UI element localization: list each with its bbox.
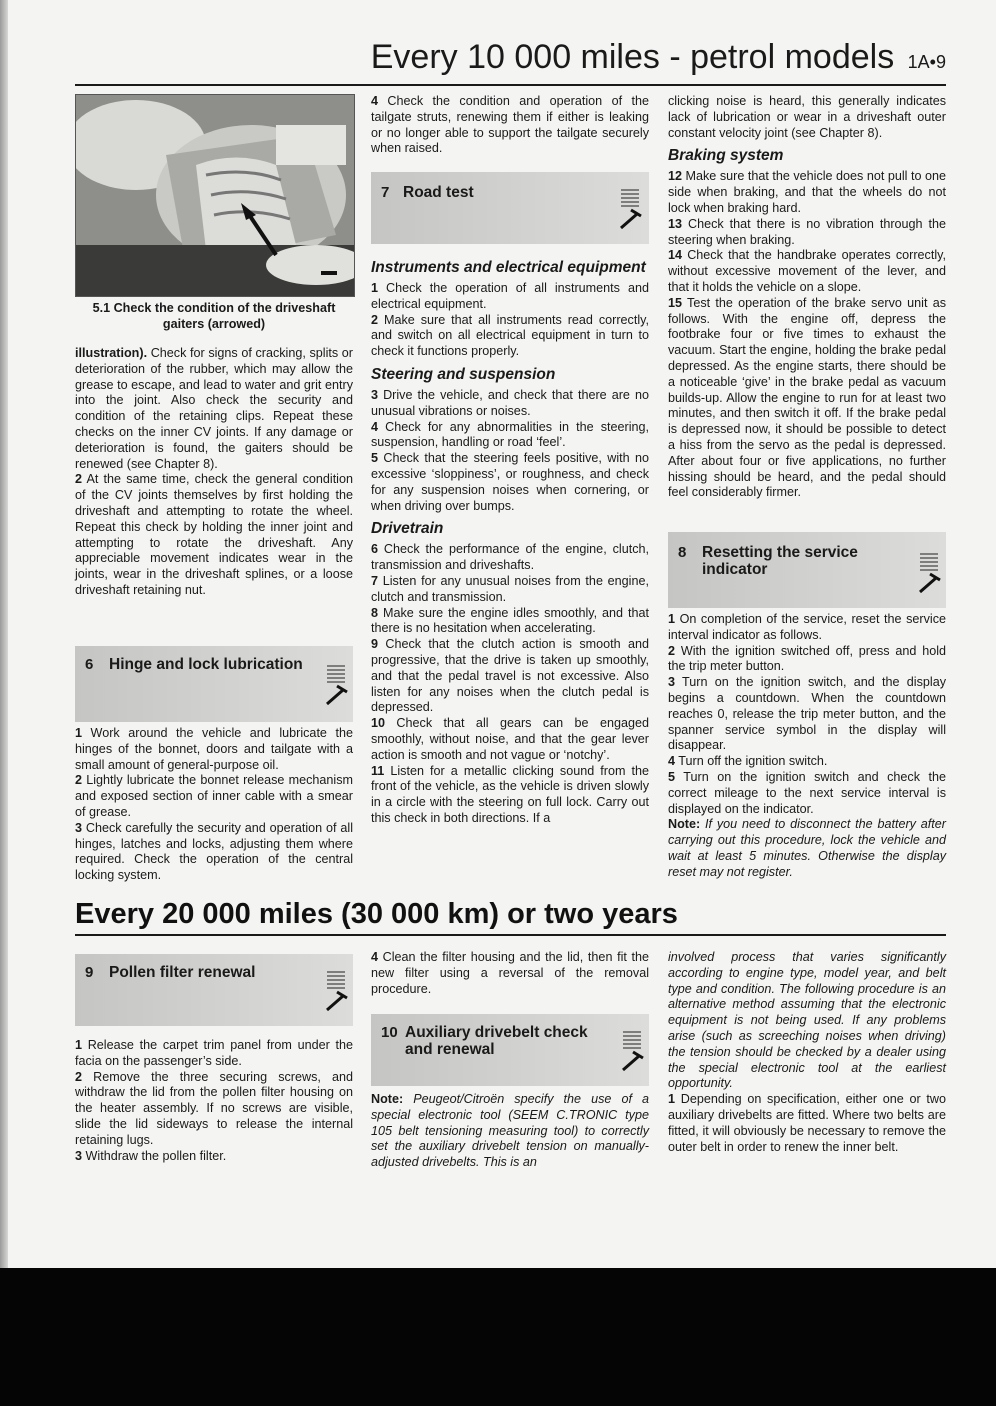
step-number: 1: [371, 281, 379, 295]
step-number: 3: [75, 1148, 83, 1163]
note: [371, 1092, 649, 1171]
step-2: [75, 773, 353, 820]
photo-caption: 5.1 Check the condition of the driveshaft gaiters (arrowed): [92, 301, 336, 331]
step-text: Make sure that the vehicle does not pull to one side when braking, and that the wheels do not lock when braking hard.: [668, 169, 946, 215]
step-number: 4: [371, 950, 379, 964]
step-12: [668, 169, 946, 216]
driveshaft-gaiter-photo: [75, 94, 355, 297]
column-2-main: [371, 260, 649, 827]
step-text: Check for any abnormalities in the steering, suspension, handling or road ‘feel’.: [371, 419, 649, 450]
step-text: Depending on specification, either one or two auxiliary drivebelts are fitted. Where two belts are fitted, it will obviously be necessary to remove the outer belt in order to renew the inner belt.: [668, 1092, 946, 1154]
section-title-20000-miles: Every 20 000 miles (30 000 km) or two years: [75, 898, 678, 930]
step-number: 9: [371, 637, 379, 652]
step-number: 2: [371, 312, 379, 327]
bold-text: illustration).: [75, 346, 148, 360]
column-2-section-9: [371, 950, 649, 997]
step-2: [75, 472, 353, 598]
step-text: Work around the vehicle and lubricate the hinges of the bonnet, doors and tailgate with a small amount of general-purpose oil.: [75, 726, 353, 772]
step-number: 1: [75, 1038, 83, 1052]
step-3: [371, 388, 649, 420]
paragraph: clicking noise is heard, this generally indicates lack of lubrication or wear in a driveshaft outer constant velocity joint (see Chapter 8).: [668, 94, 946, 140]
step-5: [668, 770, 946, 817]
step-11: [371, 764, 649, 827]
header-rule: [75, 84, 946, 86]
note-label: Note:: [668, 817, 701, 832]
step-number: 5: [668, 769, 676, 784]
step-number: 5: [371, 451, 379, 466]
difficulty-spanner-icon: [323, 966, 349, 1012]
step-text: Remove the three securing screws, and withdraw the lid from the pollen filter housing on the heater assembly. If no screws are visible, slide the lid sideways to release the internal retaining lugs.: [75, 1069, 353, 1147]
difficulty-spanner-icon: [916, 548, 942, 594]
column-3-section-10: [668, 950, 946, 1155]
page-binding-edge: [0, 0, 8, 1268]
step-4: [371, 950, 649, 997]
step-4: [371, 420, 649, 452]
column-1-section-6: [75, 726, 353, 884]
step-7: [371, 574, 649, 606]
step-1: [668, 1092, 946, 1155]
step-1: [371, 281, 649, 313]
step-number: 14: [668, 248, 683, 263]
section-title: Road test: [403, 184, 474, 201]
column-2-section-10: [371, 1092, 649, 1171]
step-text: Make sure the engine idles smoothly, and that there is no hesitation when accelerating.: [371, 605, 649, 636]
step-text: Check carefully the security and operation of all hinges, latches and locks, adjusting them where required. Check the operation of the central locking system.: [75, 820, 353, 883]
header-title: Every 10 000 miles - petrol models: [370, 38, 895, 76]
note-text: If you need to disconnect the battery after carrying out this procedure, lock the vehicle and wait at least 5 minutes. Otherwise the display reset may not register.: [668, 817, 946, 879]
step-text: Check that the steering feels positive, with no excessive ‘sloppiness’, or roughness, and check for any suspension noises when cornering, or when driving over bumps.: [371, 451, 649, 513]
step-number: 7: [371, 573, 379, 588]
step-text: Clean the filter housing and the lid, then fit the new filter using a reversal of the removal procedure.: [371, 950, 649, 996]
step-text: Test the operation of the brake servo unit as follows. With the engine off, depress the footbrake four or five times to exhaust the vacuum. Start the engine, holding the brake pedal depressed. As the engine starts, there should be a noticeable ‘give’ in the brake pedal as vacuum builds-up. Allow the engine to run for at least two minutes, and then switch it off. If the brake pedal is depressed now, it should be possible to detect a hiss from the servo as the pedal is depressed. After about four or five applications, no further hissing should be heard, and the pedal should feel considerably firmer.: [668, 295, 946, 500]
step-text: Turn off the ignition switch.: [675, 754, 828, 769]
step-1: [668, 612, 946, 644]
difficulty-spanner-icon: [323, 660, 349, 706]
step-2: [371, 313, 649, 360]
section-box-6: [75, 646, 353, 722]
column-1: [75, 346, 353, 599]
note: [668, 817, 946, 880]
step-text: Turn on the ignition switch and check the correct mileage to the next service interval is displayed on the indicator.: [668, 769, 946, 816]
step-4: [668, 754, 946, 770]
step-number: 10: [371, 716, 386, 731]
subheading-instruments: Instruments and electrical equipment: [371, 259, 646, 276]
step-text: Lightly lubricate the bonnet release mechanism and exposed section of inner cable with a smear of grease.: [75, 773, 353, 819]
column-1-section-9: [75, 1038, 353, 1164]
difficulty-spanner-icon: [617, 184, 643, 230]
step-text: At the same time, check the general condition of the CV joints themselves by first holding the driveshaft and attempting to rotate the wheel. Repeat this check by holding the inner joint and attempting to rotate the driveshaft. Any appreciable movement indicates wear in the joints, wear in the driveshaft splines, or a loose driveshaft retaining nut.: [75, 472, 353, 597]
step-text: Drive the vehicle, and check that there are no unusual vibrations or noises.: [371, 387, 649, 418]
section-number: 10: [381, 1024, 398, 1041]
step-13: [668, 217, 946, 249]
step-text: Release the carpet trim panel from under the facia on the passenger’s side.: [75, 1038, 353, 1068]
section-title: Pollen filter renewal: [109, 964, 256, 981]
step-text: Turn on the ignition switch, and the display begins a countdown. When the countdown reaches 0, release the trip meter button, and the spanner service symbol in the display will disappear.: [668, 675, 946, 753]
section-number: 7: [381, 184, 390, 201]
scan-background: [0, 1268, 996, 1406]
subheading-braking: Braking system: [668, 147, 784, 165]
step-6: [371, 542, 649, 574]
step-number: 1: [75, 726, 83, 740]
section-number: 6: [85, 656, 94, 673]
subheading-drivetrain: Drivetrain: [371, 520, 444, 538]
section-title: Resetting the service indicator: [702, 544, 858, 578]
step-number: 13: [668, 216, 683, 231]
subheading-steering: Steering and suspension: [371, 365, 556, 383]
step-number: 4: [371, 419, 379, 434]
section-box-10: [371, 1014, 649, 1086]
step-number: 6: [371, 542, 379, 557]
section-box-7: [371, 172, 649, 244]
step-text: Listen for a metallic clicking sound from the front of the vehicle, as the vehicle is driven slowly in a circle with the steering on full lock. Carry out this check in both directions. If a: [371, 763, 649, 825]
step-number: 11: [371, 763, 385, 778]
step-3: [75, 821, 353, 884]
section-title: Auxiliary drivebelt check and renewal: [405, 1024, 588, 1058]
step-text: Check that all gears can be engaged smoothly, without noise, and that the gear lever action is smooth and not vague or ‘notchy’.: [371, 716, 649, 762]
section-title: Hinge and lock lubrication: [109, 656, 303, 673]
section-box-8: [668, 532, 946, 608]
step-number: 3: [371, 387, 379, 402]
step-14: [668, 248, 946, 295]
step-3: [75, 1149, 353, 1165]
step-5: [371, 451, 649, 514]
step-2: [75, 1070, 353, 1149]
step-2: [668, 644, 946, 676]
section-rule: [75, 934, 946, 936]
note-text: Peugeot/Citroën specify the use of a special electronic tool (SEEM C.TRONIC type 105 belt tensioning measuring tool) to correctly set the auxiliary drivebelt tension on manually-adjusted drivebelts. This is an: [371, 1092, 649, 1170]
photo-illustration: [76, 95, 354, 296]
column-3-section-8: [668, 612, 946, 881]
step-text: Check the condition and operation of the tailgate struts, renewing them if either is leaking or no longer able to support the tailgate securely when raised.: [371, 94, 649, 156]
step-text: Withdraw the pollen filter.: [82, 1148, 227, 1163]
paragraph: [75, 346, 353, 472]
section-box-9: [75, 954, 353, 1026]
difficulty-spanner-icon: [619, 1026, 645, 1072]
step-number: 2: [75, 1069, 83, 1084]
column-2-top: [371, 94, 649, 157]
step-text: Check that the clutch action is smooth and progressive, that the drive is taken up smoothly, and that the pedal travel is not excessive. Also listen for any noises when the clutch pedal is depressed.: [371, 637, 649, 715]
step-text: Make sure that all instruments read correctly, and switch on all electrical equipment in turn to check it functions properly.: [371, 312, 649, 359]
step-number: 4: [371, 94, 379, 108]
step-10: [371, 716, 649, 763]
step-8: [371, 606, 649, 638]
step-number: 2: [75, 472, 83, 487]
step-number: 3: [668, 675, 676, 690]
step-text: With the ignition switched off, press and hold the trip meter button.: [668, 643, 946, 674]
step-number: 4: [668, 754, 676, 769]
step-text: Check that there is no vibration through the steering when braking.: [668, 216, 946, 247]
column-3-top: [668, 94, 946, 501]
page-number: 1A•9: [907, 52, 946, 72]
step-1: [75, 726, 353, 773]
step-number: 2: [75, 773, 83, 788]
step-number: 2: [668, 643, 676, 658]
step-text: Check the operation of all instruments and electrical equipment.: [371, 281, 649, 311]
paragraph-text: Check for signs of cracking, splits or deterioration of the rubber, which may allow the grease to escape, and lead to water and grit entry into the joint. Also check the security and condition of the retaining clips. Repeat these checks on the inner CV joints. If any damage or deterioration is found, the gaiters should be renewed (see Chapter 8).: [75, 346, 353, 471]
page-header: [371, 38, 946, 77]
step-3: [668, 675, 946, 754]
section-number: 9: [85, 964, 94, 981]
section-number: 8: [678, 544, 687, 561]
step-number: 12: [668, 169, 683, 184]
step-text: Check the performance of the engine, clutch, transmission and driveshafts.: [371, 542, 649, 573]
step-number: 15: [668, 295, 683, 310]
step-15: [668, 296, 946, 501]
note-continued: involved process that varies significantly according to engine type, model year, and belt type and condition. The following procedure is an alternative method assuming that the electronic equipment is not being used. If any problems arise (such as screeching noises when driving) the tension should be checked by a dealer using the special electronic tool at the earliest opportunity.: [668, 950, 946, 1091]
step-number: 8: [371, 605, 379, 620]
step-9: [371, 637, 649, 716]
step-text: Check that the handbrake operates correctly, without excessive movement of the lever, and that it holds the vehicle on a slope.: [668, 248, 946, 294]
note-label: Note:: [371, 1092, 404, 1106]
step-4: [371, 94, 649, 157]
step-number: 1: [668, 612, 676, 626]
step-text: On completion of the service, reset the service interval indicator as follows.: [668, 612, 946, 642]
step-text: Listen for any unusual noises from the engine, clutch and transmission.: [371, 573, 649, 604]
step-number: 1: [668, 1092, 676, 1107]
step-number: 3: [75, 820, 83, 835]
step-1: [75, 1038, 353, 1070]
